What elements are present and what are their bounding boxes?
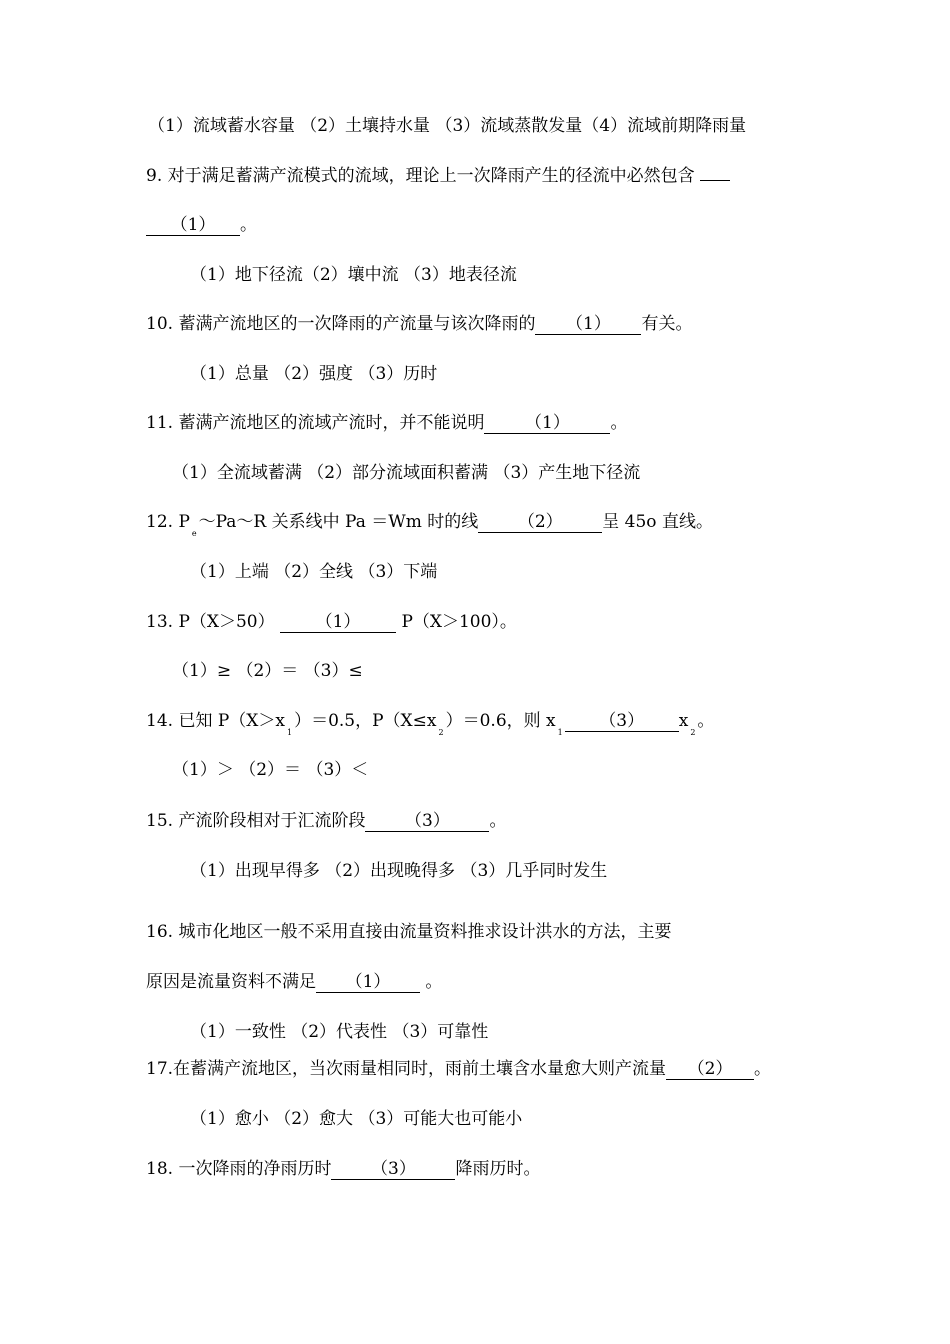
question-16-options: （1）一致性 （2）代表性 （3）可靠性 — [190, 1022, 489, 1042]
question-16: 16. 城市化地区一般不采用直接由流量资料推求设计洪水的方法，主要 — [146, 922, 672, 942]
answer-blank: （1） — [280, 612, 396, 633]
question-17: 17.在蓄满产流地区，当次雨量相同时，雨前土壤含水量愈大则产流量 （2） 。 — [146, 1059, 772, 1079]
question-11: 11. 蓄满产流地区的流域产流时，并不能说明 （1） 。 — [146, 413, 628, 433]
question-12: 12. $P_e\sim Pa\sim R$ 关系线中 Pa ＝Wm 时的线 （2） 呈 45o 直线。 — [146, 512, 713, 538]
question-10-options: （1）总量 （2）强度 （3）历时 — [190, 364, 438, 384]
answer-blank: （3） — [365, 811, 489, 832]
question-18: 18. 一次降雨的净雨历时 （3） 降雨历时。 — [146, 1159, 541, 1179]
answer-blank: （3） — [331, 1159, 455, 1180]
question-10: 10. 蓄满产流地区的一次降雨的产流量与该次降雨的 （1） 有关。 — [146, 314, 693, 334]
question-13: 13. P（X＞50） （1） P（X＞100）。 — [146, 612, 517, 632]
question-15: 15. 产流阶段相对于汇流阶段 （3） 。 — [146, 811, 507, 831]
answer-blank: （2） — [666, 1059, 754, 1080]
answer-blank: （1） — [316, 972, 420, 993]
question-14-options: （1）＞ （2）＝ （3）＜ — [172, 760, 369, 780]
answer-blank: （1） — [146, 215, 240, 236]
question-9-continued: （1） 。 — [146, 214, 257, 236]
question-9: 9. 对于满足蓄满产流模式的流域，理论上一次降雨产生的径流中必然包含 — [146, 165, 730, 187]
options-line: （1）流域蓄水容量 （2）土壤持水量 （3）流域蒸散发量（4）流域前期降雨量 — [148, 116, 747, 136]
question-13-options: （1）≥ （2）＝ （3）≤ — [172, 661, 363, 681]
answer-blank: （2） — [478, 512, 602, 533]
answer-blank: （1） — [484, 413, 610, 434]
answer-blank: （1） — [535, 314, 641, 335]
question-17-options: （1）愈小 （2）愈大 （3）可能大也可能小 — [190, 1109, 523, 1129]
answer-blank — [700, 180, 730, 181]
question-16-continued: 原因是流量资料不满足 （1） 。 — [146, 972, 443, 992]
answer-blank: （3） — [565, 711, 679, 732]
question-15-options: （1）出现早得多 （2）出现晚得多 （3）几乎同时发生 — [190, 861, 608, 881]
question-14: 14. 已知 $P(X>x_1)=0.5$，$P(X\le x_2)=0.6$，则 $x_1(3)$ $x_2$。 — [146, 711, 715, 737]
question-11-options: （1）全流域蓄满 （2）部分流域面积蓄满 （3）产生地下径流 — [172, 463, 641, 483]
question-9-options: （1）地下径流（2）壤中流 （3）地表径流 — [190, 265, 517, 285]
question-12-options: （1）上端 （2）全线 （3）下端 — [190, 562, 438, 582]
